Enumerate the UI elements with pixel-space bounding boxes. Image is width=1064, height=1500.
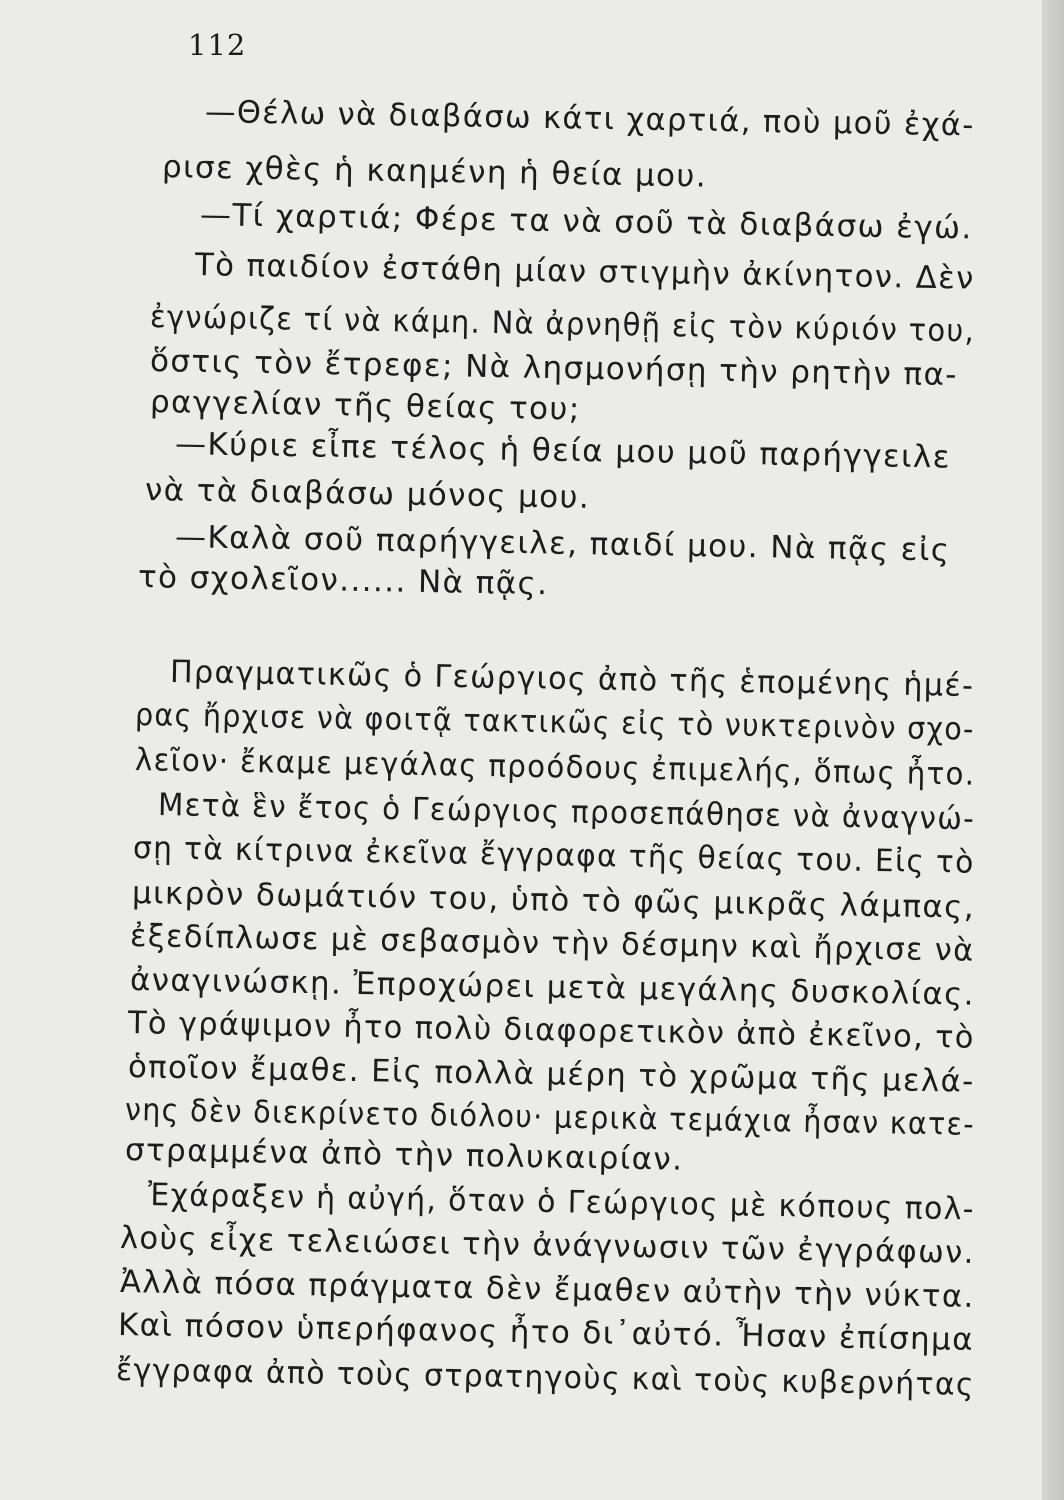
text-line: στραμμένα ἀπὸ τὴν πολυκαιρίαν. — [124, 1132, 684, 1178]
text-line: Ἐχάραξεν ἡ αὐγή, ὅταν ὁ Γεώργιος μὲ κόπους πολ- — [147, 1177, 976, 1228]
text-line: ρας ἤρχισε νὰ φοιτᾷ τακτικῶς εἰς τὸ νυκτερινὸν σχο- — [134, 697, 976, 748]
text-line: ραγγελίαν τῆς θείας του; — [149, 384, 581, 428]
text-line: —Τί χαρτιά; Φέρε τα νὰ σοῦ τὰ διαβάσω ἐγώ. — [199, 197, 974, 247]
text-line: ἔγγραφα ἀπὸ τοὺς στρατηγοὺς καὶ τοὺς κυβερνήτας — [115, 1352, 976, 1403]
text-line: ὁποῖον ἔμαθε. Εἰς πολλὰ μέρη τὸ χρῶμα τῆς μελά- — [127, 1049, 975, 1100]
text-line: ὅστις τὸν ἔτρεφε; Νὰ λησμονήσῃ τὴν ρητὴν πα- — [149, 343, 959, 394]
text-line: τὸ σχολεῖον...... Νὰ πᾷς. — [137, 559, 549, 603]
text-line: μικρὸν δωμάτιόν του, ὑπὸ τὸ φῶς μικρᾶς λάμπας, — [131, 875, 976, 926]
text-line: λοὺς εἶχε τελειώσει τὴν ἀνάγνωσιν τῶν ἐγγράφων. — [119, 1220, 976, 1271]
text-line: Ἀλλὰ πόσα πράγματα δὲν ἔμαθεν αὐτὴν τὴν νύκτα. — [119, 1264, 976, 1315]
text-line: —Κύριε εἶπε τέλος ἡ θεία μου μοῦ παρήγγειλε — [174, 426, 952, 476]
text-line: Πραγματικῶς ὁ Γεώργιος ἀπὸ τῆς ἑπομένης ἡμέ- — [169, 654, 975, 705]
text-line: Μετὰ ἓν ἔτος ὁ Γεώργιος προσεπάθησε νὰ ἀναγνώ- — [157, 787, 976, 838]
text-line: νης δὲν διεκρίνετο διόλου· μερικὰ τεμάχια ἦσαν κατε- — [124, 1092, 976, 1143]
text-line: ἐξεδίπλωσε μὲ σεβασμὸν τὴν δέσμην καὶ ἤρχισε νὰ — [129, 918, 975, 969]
text-line: Τὸ παιδίον ἐστάθη μίαν στιγμὴν ἀκίνητον. Δὲν — [194, 247, 976, 297]
text-line: ἐγνώριζε τί νὰ κάμη. Νὰ ἀρνηθῇ εἰς τὸν κύριόν του, — [149, 299, 976, 350]
text-line: σῃ τὰ κίτρινα ἐκεῖνα ἔγγραφα τῆς θείας του. Εἰς τὸ — [132, 830, 975, 881]
text-line: ἀναγινώσκῃ. Ἐπροχώρει μετὰ μεγάλης δυσκολίας. — [129, 962, 976, 1013]
page-number: 112 — [188, 28, 247, 62]
text-line: —Θέλω νὰ διαβάσω κάτι χαρτιά, ποὺ μοῦ ἐχά- — [204, 94, 975, 144]
page-gutter — [1042, 0, 1064, 1500]
text-line: ρισε χθὲς ἡ καημένη ἡ θεία μου. — [161, 149, 708, 195]
text-line: νὰ τὰ διαβάσω μόνος μου. — [144, 472, 591, 516]
text-line: Καὶ πόσον ὑπερήφανος ἦτο δι᾽αὐτό. Ἦσαν ἐπίσημα — [117, 1307, 975, 1358]
text-line: λεῖον· ἔκαμε μεγάλας προόδους ἐπιμελής, ὅπως ἦτο. — [134, 742, 976, 793]
text-line: —Καλὰ σοῦ παρήγγειλε, παιδί μου. Νὰ πᾷς εἰς — [174, 519, 951, 569]
text-line: Τὸ γράψιμον ἦτο πολὺ διαφορετικὸν ἀπὸ ἐκεῖνο, τὸ — [127, 1005, 976, 1056]
